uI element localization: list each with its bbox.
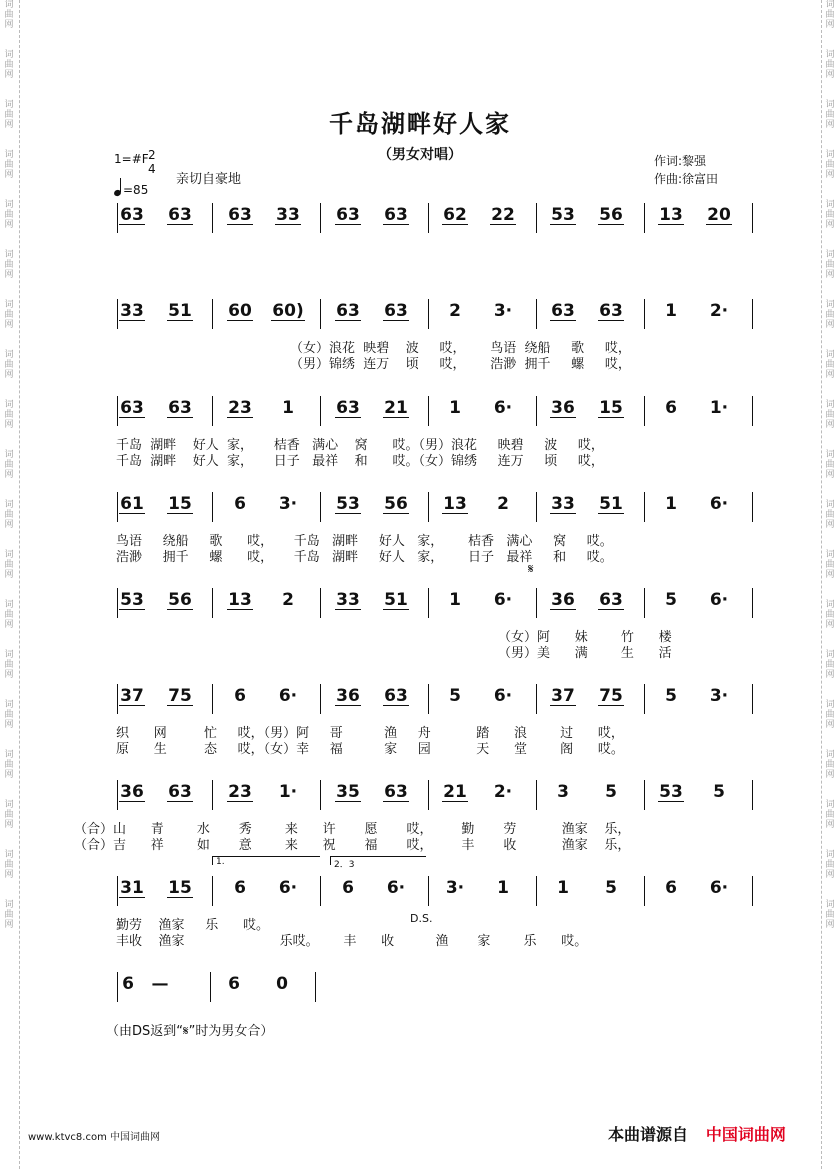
left-watermark: 词 曲 网 词 曲 网 词 曲 网 词 曲 网 词 曲 网 词 曲 网 词 曲 网 词 曲 网 词 曲 网 词 曲 网 词 曲 网 词 曲 网 词 曲 网 词 曲 网 词 曲 网 词 曲 网 词 曲 网 词 曲 网 词 曲 网 bbox=[4, 0, 14, 930]
note-text: 13 bbox=[659, 205, 683, 225]
barline bbox=[536, 396, 537, 426]
barline bbox=[752, 588, 753, 618]
lyric-line: （合）山 青 水 秀 来 许 愿 哎， 勤 劳 渔家 乐， bbox=[74, 822, 631, 837]
note-text: 6· bbox=[493, 398, 513, 418]
barline bbox=[212, 492, 213, 522]
barline bbox=[752, 299, 753, 329]
note-text: 6 bbox=[234, 686, 246, 706]
barline bbox=[428, 876, 429, 906]
note-text: 22 bbox=[491, 205, 515, 225]
barline bbox=[644, 780, 645, 810]
note bbox=[699, 494, 739, 514]
barline bbox=[644, 684, 645, 714]
barline bbox=[428, 203, 429, 233]
note bbox=[483, 686, 523, 706]
note bbox=[376, 590, 416, 610]
note bbox=[376, 205, 416, 225]
note bbox=[435, 301, 475, 321]
note bbox=[483, 590, 523, 610]
note-text: 36 bbox=[551, 398, 575, 418]
note-text: 36 bbox=[120, 782, 144, 802]
note-text: 1 bbox=[449, 398, 461, 418]
left-border bbox=[19, 0, 20, 1169]
note bbox=[214, 974, 254, 994]
note bbox=[268, 205, 308, 225]
barline bbox=[428, 780, 429, 810]
barline bbox=[320, 876, 321, 906]
lyric-line: 千岛 湖畔 好人 家， 日子 最祥 和 哎。（女）锦绣 连万 顷 哎， bbox=[116, 454, 604, 469]
note-text: 56 bbox=[168, 590, 192, 610]
note bbox=[268, 878, 308, 898]
note-text: 15 bbox=[168, 494, 192, 514]
barline bbox=[320, 684, 321, 714]
note-text: 1 bbox=[665, 301, 677, 321]
note bbox=[651, 782, 691, 802]
note-text: 5 bbox=[605, 878, 617, 898]
note-text: 33 bbox=[336, 590, 360, 610]
note bbox=[699, 205, 739, 225]
barline bbox=[428, 684, 429, 714]
barline bbox=[644, 492, 645, 522]
right-border bbox=[821, 0, 822, 1169]
note bbox=[435, 205, 475, 225]
note-text: 63 bbox=[168, 398, 192, 418]
note-text: 2 bbox=[497, 494, 509, 514]
note bbox=[328, 494, 368, 514]
note-text: 53 bbox=[120, 590, 144, 610]
note bbox=[543, 301, 583, 321]
lyric-line: 丰收 渔家 乐哎。 丰 收 渔 家 乐 哎。 bbox=[116, 934, 588, 949]
note-text: 35 bbox=[336, 782, 360, 802]
note bbox=[483, 782, 523, 802]
segno-sign: 𝄋 bbox=[528, 562, 534, 577]
note bbox=[651, 398, 691, 418]
note-text: 53 bbox=[659, 782, 683, 802]
composer: 作曲:徐富田 bbox=[654, 172, 719, 186]
note-text: 5 bbox=[665, 686, 677, 706]
note-text: 51 bbox=[599, 494, 623, 514]
note bbox=[699, 590, 739, 610]
volta-first: 1. bbox=[212, 856, 320, 865]
note bbox=[651, 205, 691, 225]
barline bbox=[644, 876, 645, 906]
note bbox=[268, 686, 308, 706]
barline bbox=[212, 588, 213, 618]
note-text: 6· bbox=[493, 590, 513, 610]
barline bbox=[536, 203, 537, 233]
note bbox=[591, 494, 631, 514]
time-signature: 2 4 bbox=[148, 148, 156, 176]
note bbox=[160, 494, 200, 514]
lyric-line: 鸟语 绕船 歌 哎， 千岛 湖畔 好人 家， 桔香 满心 窝 哎。 bbox=[116, 534, 613, 549]
note-text: 63 bbox=[120, 205, 144, 225]
note-text: 6 bbox=[342, 878, 354, 898]
barline bbox=[320, 780, 321, 810]
note bbox=[160, 782, 200, 802]
note-text: 3· bbox=[445, 878, 465, 898]
barline bbox=[752, 780, 753, 810]
note-text: — bbox=[151, 974, 169, 994]
note bbox=[268, 494, 308, 514]
note bbox=[140, 974, 180, 994]
note-text: 23 bbox=[228, 782, 252, 802]
site-url: www.ktvc8.com 中国词曲网 bbox=[28, 1132, 161, 1143]
barline bbox=[536, 876, 537, 906]
note-text: 60) bbox=[272, 301, 304, 321]
note bbox=[328, 590, 368, 610]
barline bbox=[212, 780, 213, 810]
note bbox=[435, 398, 475, 418]
song-subtitle: （男女对唱） bbox=[378, 147, 462, 163]
note-text: 1 bbox=[497, 878, 509, 898]
source-credit bbox=[608, 1122, 786, 1145]
note-text: 6 bbox=[234, 494, 246, 514]
note bbox=[328, 398, 368, 418]
note-text: 5 bbox=[665, 590, 677, 610]
note-text: 3· bbox=[709, 686, 729, 706]
note-text: 21 bbox=[443, 782, 467, 802]
note-text: 63 bbox=[228, 205, 252, 225]
note bbox=[483, 205, 523, 225]
barline bbox=[644, 299, 645, 329]
note bbox=[112, 686, 152, 706]
barline bbox=[428, 299, 429, 329]
note-text: 6· bbox=[386, 878, 406, 898]
barline bbox=[428, 492, 429, 522]
note-text: 36 bbox=[336, 686, 360, 706]
note-text: 75 bbox=[599, 686, 623, 706]
note bbox=[112, 398, 152, 418]
note bbox=[376, 398, 416, 418]
note bbox=[591, 782, 631, 802]
lyric-line: 原 生 态 哎，（女）幸 福 家 园 天 堂 阁 哎。 bbox=[116, 742, 624, 757]
note bbox=[435, 686, 475, 706]
note-text: 62 bbox=[443, 205, 467, 225]
note-text: 33 bbox=[551, 494, 575, 514]
note bbox=[651, 590, 691, 610]
note bbox=[376, 494, 416, 514]
note bbox=[699, 686, 739, 706]
note-text: 5 bbox=[713, 782, 725, 802]
note bbox=[651, 686, 691, 706]
note bbox=[591, 590, 631, 610]
note bbox=[483, 398, 523, 418]
note-text: 2 bbox=[449, 301, 461, 321]
note bbox=[591, 301, 631, 321]
note-text: 6· bbox=[278, 878, 298, 898]
tempo-marking: =85 bbox=[114, 178, 148, 197]
note-text: 3· bbox=[278, 494, 298, 514]
note bbox=[543, 205, 583, 225]
expression-marking: 亲切自豪地 bbox=[176, 172, 242, 187]
note-text: 1· bbox=[278, 782, 298, 802]
barline bbox=[315, 972, 316, 1002]
barline bbox=[752, 492, 753, 522]
note bbox=[651, 494, 691, 514]
lyric-line: （男）锦绣 连万 顷 哎， 浩渺 拥千 螺 哎， bbox=[290, 357, 631, 372]
note bbox=[220, 590, 260, 610]
barline bbox=[536, 684, 537, 714]
note-text: 6 bbox=[228, 974, 240, 994]
note-text: 3 bbox=[557, 782, 569, 802]
note bbox=[220, 686, 260, 706]
note bbox=[112, 301, 152, 321]
barline bbox=[212, 396, 213, 426]
note bbox=[328, 205, 368, 225]
barline bbox=[428, 396, 429, 426]
note bbox=[160, 686, 200, 706]
note bbox=[160, 878, 200, 898]
lyric-line: 织 网 忙 哎，（男）阿 哥 渔 舟 踏 浪 过 哎， bbox=[116, 726, 624, 741]
note bbox=[220, 878, 260, 898]
lyric-line: 千岛 湖畔 好人 家， 桔香 满心 窝 哎。（男）浪花 映碧 波 哎， bbox=[116, 438, 604, 453]
note-text: 0 bbox=[276, 974, 288, 994]
volta-second: 2．3 bbox=[330, 856, 426, 865]
note bbox=[435, 494, 475, 514]
note-text: 56 bbox=[599, 205, 623, 225]
note bbox=[651, 301, 691, 321]
note bbox=[220, 205, 260, 225]
note-text: 1 bbox=[557, 878, 569, 898]
barline bbox=[644, 396, 645, 426]
note-text: 63 bbox=[551, 301, 575, 321]
note-text: 63 bbox=[599, 590, 623, 610]
ds-marking: D.S. bbox=[410, 912, 433, 925]
lyric-line: （女）阿 妹 竹 楼 bbox=[498, 630, 672, 645]
lyricist: 作词:黎强 bbox=[654, 154, 707, 168]
barline bbox=[212, 299, 213, 329]
note-text: 6· bbox=[493, 686, 513, 706]
note bbox=[651, 878, 691, 898]
note-text: 6 bbox=[122, 974, 134, 994]
note-text: 20 bbox=[707, 205, 731, 225]
note-text: 51 bbox=[384, 590, 408, 610]
note-text: 6 bbox=[234, 878, 246, 898]
note bbox=[543, 878, 583, 898]
note bbox=[483, 494, 523, 514]
note bbox=[112, 494, 152, 514]
note bbox=[376, 301, 416, 321]
note-text: 56 bbox=[384, 494, 408, 514]
note bbox=[435, 878, 475, 898]
note-text: 2 bbox=[282, 590, 294, 610]
lyric-line: 浩渺 拥千 螺 哎， 千岛 湖畔 好人 家， 日子 最祥 和 哎。 bbox=[116, 550, 613, 565]
note-text: 63 bbox=[336, 205, 360, 225]
lyric-line: （女）浪花 映碧 波 哎， 鸟语 绕船 歌 哎， bbox=[290, 341, 631, 356]
note bbox=[112, 590, 152, 610]
note bbox=[220, 398, 260, 418]
key-signature: 1=#F bbox=[114, 152, 149, 166]
note bbox=[376, 686, 416, 706]
note bbox=[262, 974, 302, 994]
note bbox=[543, 398, 583, 418]
note-text: 61 bbox=[120, 494, 144, 514]
barline bbox=[212, 203, 213, 233]
note bbox=[591, 205, 631, 225]
note-text: 6· bbox=[709, 494, 729, 514]
note bbox=[220, 301, 260, 321]
barline bbox=[212, 876, 213, 906]
barline bbox=[536, 780, 537, 810]
note-text: 63 bbox=[336, 398, 360, 418]
note bbox=[543, 590, 583, 610]
note-text: 6· bbox=[709, 878, 729, 898]
note-text: 63 bbox=[384, 205, 408, 225]
note-text: 37 bbox=[120, 686, 144, 706]
note bbox=[483, 878, 523, 898]
source-label: 本曲谱源自 bbox=[608, 1125, 689, 1144]
note bbox=[268, 398, 308, 418]
note bbox=[268, 782, 308, 802]
note bbox=[699, 878, 739, 898]
barline bbox=[752, 876, 753, 906]
barline bbox=[536, 492, 537, 522]
barline bbox=[320, 588, 321, 618]
note bbox=[268, 301, 308, 321]
note bbox=[543, 686, 583, 706]
lyric-line: （合）吉 祥 如 意 来 祝 福 哎， 丰 收 渔家 乐， bbox=[74, 838, 631, 853]
note-text: 60 bbox=[228, 301, 252, 321]
barline bbox=[536, 299, 537, 329]
note-text: 75 bbox=[168, 686, 192, 706]
note-text: 1 bbox=[449, 590, 461, 610]
note bbox=[699, 782, 739, 802]
note-text: 53 bbox=[336, 494, 360, 514]
note bbox=[591, 398, 631, 418]
barline bbox=[428, 588, 429, 618]
note bbox=[160, 205, 200, 225]
note-text: 51 bbox=[168, 301, 192, 321]
note bbox=[483, 301, 523, 321]
note-text: 31 bbox=[120, 878, 144, 898]
note bbox=[699, 398, 739, 418]
note bbox=[328, 782, 368, 802]
barline bbox=[320, 299, 321, 329]
note-text: 63 bbox=[336, 301, 360, 321]
note bbox=[220, 782, 260, 802]
note bbox=[328, 878, 368, 898]
note bbox=[112, 878, 152, 898]
note-text: 23 bbox=[228, 398, 252, 418]
barline bbox=[212, 684, 213, 714]
lyric-line: 勤劳 渔家 乐 哎。 bbox=[116, 918, 269, 933]
note-text: 6· bbox=[709, 590, 729, 610]
barline bbox=[320, 396, 321, 426]
note-text: 13 bbox=[443, 494, 467, 514]
note bbox=[220, 494, 260, 514]
note-text: 6 bbox=[665, 878, 677, 898]
note bbox=[699, 301, 739, 321]
note bbox=[112, 205, 152, 225]
note-text: 6· bbox=[278, 686, 298, 706]
source-site: 中国词曲网 bbox=[705, 1125, 786, 1144]
note bbox=[160, 590, 200, 610]
barline bbox=[320, 492, 321, 522]
note bbox=[435, 590, 475, 610]
barline bbox=[752, 203, 753, 233]
note bbox=[376, 782, 416, 802]
barline bbox=[320, 203, 321, 233]
barline bbox=[536, 588, 537, 618]
note-text: 2· bbox=[709, 301, 729, 321]
note-text: 1 bbox=[665, 494, 677, 514]
footnote: （由DS返到“𝄋”时为男女合） bbox=[106, 1024, 274, 1039]
note bbox=[328, 301, 368, 321]
note-text: 5 bbox=[449, 686, 461, 706]
note-text: 63 bbox=[384, 301, 408, 321]
barline bbox=[644, 588, 645, 618]
note bbox=[591, 686, 631, 706]
note bbox=[268, 590, 308, 610]
note-text: 53 bbox=[551, 205, 575, 225]
note-text: 63 bbox=[599, 301, 623, 321]
note-text: 3· bbox=[493, 301, 513, 321]
barline bbox=[752, 396, 753, 426]
note bbox=[543, 494, 583, 514]
note bbox=[160, 301, 200, 321]
note bbox=[160, 398, 200, 418]
note-text: 21 bbox=[384, 398, 408, 418]
note bbox=[543, 782, 583, 802]
barline bbox=[210, 972, 211, 1002]
note-text: 37 bbox=[551, 686, 575, 706]
note-text: 36 bbox=[551, 590, 575, 610]
barline bbox=[644, 203, 645, 233]
right-watermark: 词 曲 网 词 曲 网 词 曲 网 词 曲 网 词 曲 网 词 曲 网 词 曲 网 词 曲 网 词 曲 网 词 曲 网 词 曲 网 词 曲 网 词 曲 网 词 曲 网 词 曲 网 词 曲 网 词 曲 网 词 曲 网 词 曲 网 bbox=[825, 0, 835, 930]
song-title: 千岛湖畔好人家 bbox=[329, 110, 511, 138]
note-text: 6 bbox=[665, 398, 677, 418]
lyric-line: （男）美 满 生 活 bbox=[498, 646, 672, 661]
note-text: 15 bbox=[599, 398, 623, 418]
note-text: 2· bbox=[493, 782, 513, 802]
note-text: 5 bbox=[605, 782, 617, 802]
note-text: 33 bbox=[276, 205, 300, 225]
barline bbox=[752, 684, 753, 714]
note bbox=[328, 686, 368, 706]
note-text: 63 bbox=[168, 782, 192, 802]
note bbox=[376, 878, 416, 898]
note-text: 63 bbox=[384, 686, 408, 706]
note-text: 15 bbox=[168, 878, 192, 898]
note bbox=[112, 782, 152, 802]
note bbox=[591, 878, 631, 898]
note-text: 63 bbox=[384, 782, 408, 802]
note-text: 13 bbox=[228, 590, 252, 610]
note-text: 33 bbox=[120, 301, 144, 321]
note-text: 1 bbox=[282, 398, 294, 418]
note bbox=[435, 782, 475, 802]
note-text: 1· bbox=[709, 398, 729, 418]
note-text: 63 bbox=[168, 205, 192, 225]
note-text: 63 bbox=[120, 398, 144, 418]
